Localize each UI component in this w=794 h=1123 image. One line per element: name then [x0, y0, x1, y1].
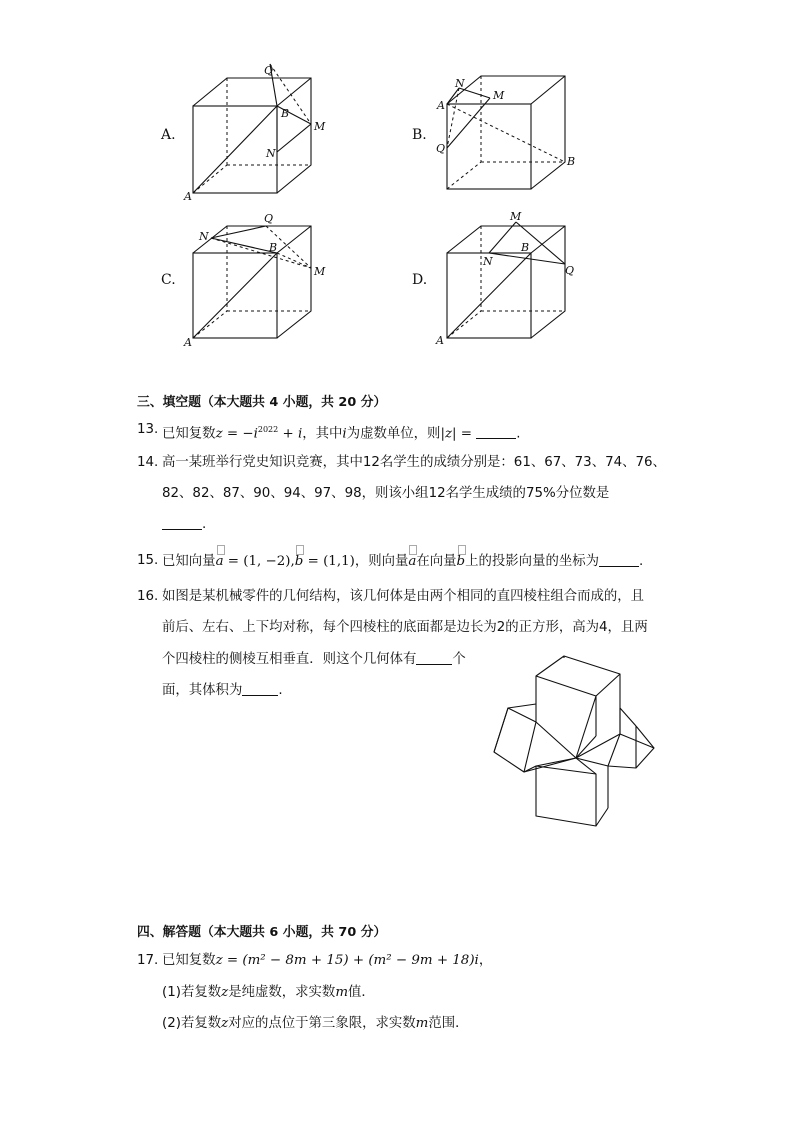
vertex-label-n: N: [455, 77, 465, 90]
answer-blank[interactable]: [476, 424, 516, 439]
vertex-label-b: B: [281, 107, 290, 120]
vertex-label-b: B: [269, 241, 278, 254]
answer-blank[interactable]: [599, 552, 639, 567]
option-label-c: C.: [161, 272, 176, 288]
vertex-label-m: M: [493, 89, 505, 102]
vertex-label-m: M: [314, 265, 326, 278]
question-14-line-1: 高一某班举行党史知识竞赛，其中12名学生的成绩分别是：61、67、73、74、76、: [162, 455, 666, 470]
vertex-label-b: B: [567, 155, 576, 168]
vertex-label-m: M: [314, 120, 326, 133]
vertex-label-b: B: [521, 241, 530, 254]
option-label-d: D.: [412, 272, 428, 288]
question-16-line-4: 面，其体积为 .: [162, 683, 283, 698]
vertex-label-a: A: [436, 334, 444, 347]
answer-blank[interactable]: [242, 681, 278, 696]
cube-figure-b: [432, 68, 582, 198]
vertex-label-n: N: [483, 255, 493, 268]
question-number-14: 14.: [137, 455, 159, 470]
question-13-text: 已知复数$z = -i^{2022} + i$，其中i为虚数单位，则|z| = .: [162, 425, 521, 442]
vertex-label-a: A: [437, 99, 445, 112]
question-16-line-1: 如图是某机械零件的几何结构，该几何体是由两个相同的直四棱柱组合而成的，且: [162, 589, 645, 604]
question-number-15: 15.: [137, 553, 159, 568]
question-15-text: 已知向量 a = (1, −2), b = (1,1)，则向量 a在向量 b上的投影向量的坐标为 .: [162, 552, 643, 571]
question-16-line-3: 个四棱柱的侧棱互相垂直．则这个几何体有 个: [162, 652, 466, 667]
vertex-label-n: N: [199, 230, 209, 243]
cube-figure-c: [180, 208, 340, 348]
question-16-line-2: 前后、左右、上下均对称，每个四棱柱的底面都是边长为2的正方形，高为4，且两: [162, 620, 648, 635]
vector-b: b: [295, 554, 304, 569]
crossed-prisms-figure: [486, 648, 662, 833]
vertex-label-a: A: [184, 190, 192, 203]
vertex-label-q: Q: [264, 64, 274, 77]
question-number-17: 17.: [137, 953, 159, 968]
answer-blank[interactable]: [416, 650, 452, 665]
vertex-label-q: Q: [264, 212, 274, 225]
vertex-label-n: N: [266, 147, 276, 160]
option-label-b: B.: [412, 127, 427, 143]
vertex-label-m: M: [510, 210, 522, 223]
answer-blank[interactable]: [162, 515, 202, 530]
question-number-16: 16.: [137, 589, 159, 604]
option-label-a: A.: [161, 127, 176, 143]
question-14-line-3: .: [162, 515, 206, 534]
cube-figure-d: [432, 208, 592, 348]
vertex-label-a: A: [184, 336, 192, 348]
question-17-part-1: (1)若复数z是纯虚数，求实数m值．: [162, 985, 375, 1000]
vector-a: a: [216, 554, 224, 569]
section-heading-fill-in: 三、填空题（本大题共 4 小题，共 20 分）: [137, 395, 387, 410]
question-14-line-2: 82、82、87、90、94、97、98，则该小组12名学生成绩的75%分位数是: [162, 486, 610, 501]
vertex-label-q: Q: [436, 142, 446, 155]
cube-figure-a: [180, 60, 340, 205]
question-17-part-2: (2)若复数z对应的点位于第三象限，求实数m范围．: [162, 1016, 469, 1031]
vertex-label-q: Q: [565, 264, 575, 277]
question-number-13: 13.: [137, 422, 159, 437]
section-heading-solutions: 四、解答题（本大题共 6 小题，共 70 分）: [137, 925, 387, 940]
question-17-text: 已知复数z = (m² − 8m + 15) + (m² − 9m + 18)i，: [162, 953, 493, 968]
